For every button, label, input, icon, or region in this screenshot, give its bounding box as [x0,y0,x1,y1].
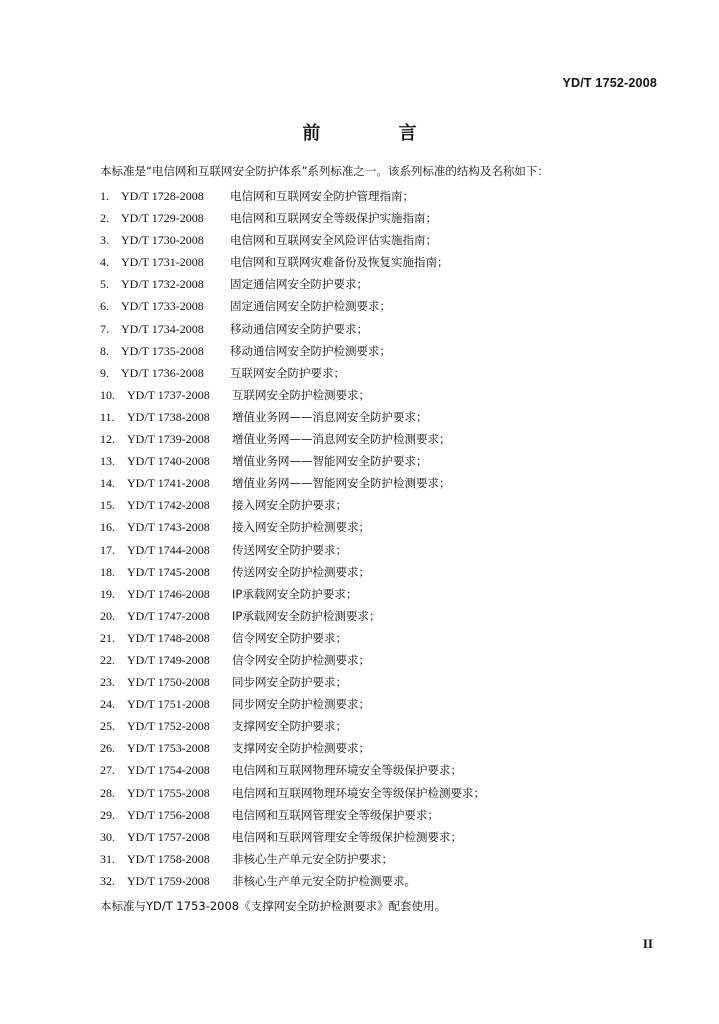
item-code: YD/T 1736-2008 [121,365,204,380]
item-code: YD/T 1730-2008 [121,233,204,248]
list-item [100,693,485,715]
item-title: 支撑网安全防护检测要求； [232,741,370,756]
list-item [100,295,485,317]
item-title: 移动通信网安全防护要求； [230,321,368,336]
item-code: YD/T 1750-2008 [127,675,210,690]
list-item [100,539,485,561]
list-item [100,804,485,826]
list-item [100,340,485,362]
item-code: YD/T 1735-2008 [121,343,204,358]
item-code: YD/T 1751-2008 [127,697,210,712]
item-number: 29. [100,807,115,822]
item-code: YD/T 1743-2008 [127,520,210,535]
list-item [100,848,485,870]
item-code: YD/T 1747-2008 [127,608,210,623]
item-number: 14. [100,476,115,491]
list-item [100,715,485,737]
item-code: YD/T 1749-2008 [127,652,210,667]
list-item [100,362,485,384]
item-title: 传送网安全防护要求； [232,542,347,557]
list-item [100,472,485,494]
item-number: 24. [100,697,115,712]
list-item [100,406,485,428]
item-title: 非核心生产单元安全防护检测要求。 [232,873,416,888]
item-number: 26. [100,741,115,756]
item-number: 15. [100,498,115,513]
item-code: YD/T 1752-2008 [127,719,210,734]
page-title: 前 言 [302,123,453,144]
item-title: IP承载网安全防护要求； [232,586,358,601]
item-title: 增值业务网——消息网安全防护检测要求； [232,432,451,447]
item-code: YD/T 1744-2008 [127,542,210,557]
item-number: 27. [100,763,115,778]
closing-paragraph: 本标准与YD/T 1753-2008《支撑网安全防护检测要求》配套使用。 [100,899,447,913]
item-code: YD/T 1746-2008 [127,586,210,601]
item-number: 30. [100,829,115,844]
item-code: YD/T 1741-2008 [127,476,210,491]
item-title: 电信网和互联网管理安全等级保护要求； [232,807,439,822]
item-title: 电信网和互联网物理环境安全等级保护要求； [232,763,462,778]
list-item [100,450,485,472]
list-item [100,428,485,450]
list-item [100,826,485,848]
item-title: IP承载网安全防护检测要求； [232,608,381,623]
list-item [100,583,485,605]
item-number: 1. [100,189,109,203]
item-title: 电信网和互联网安全防护管理指南； [230,189,414,203]
item-title: 增值业务网——智能网安全防护检测要求； [232,476,451,491]
item-number: 12. [100,432,115,447]
item-number: 22. [100,652,115,667]
item-number: 25. [100,719,115,734]
item-code: YD/T 1759-2008 [127,873,210,888]
item-number: 16. [100,520,115,535]
item-number: 10. [100,387,115,402]
item-number: 7. [100,321,109,336]
item-title: 接入网安全防护要求； [232,498,347,513]
list-item [100,782,485,804]
item-code: YD/T 1758-2008 [127,851,210,866]
list-item [100,870,485,892]
item-number: 9. [100,365,109,380]
item-number: 17. [100,542,115,557]
item-title: 增值业务网——智能网安全防护要求； [232,454,428,469]
item-title: 同步网安全防护检测要求； [232,697,370,712]
item-number: 20. [100,608,115,623]
item-title: 信令网安全防护要求； [232,630,347,645]
item-code: YD/T 1728-2008 [121,189,204,203]
item-title: 移动通信网安全防护检测要求； [230,343,391,358]
list-item [100,251,485,273]
item-code: YD/T 1733-2008 [121,299,204,314]
item-title: 支撑网安全防护要求； [232,719,347,734]
item-code: YD/T 1756-2008 [127,807,210,822]
item-code: YD/T 1734-2008 [121,321,204,336]
list-item [100,384,485,406]
item-code: YD/T 1742-2008 [127,498,210,513]
item-code: YD/T 1731-2008 [121,255,204,270]
list-item [100,318,485,340]
list-item [100,273,485,295]
list-item [100,649,485,671]
item-number: 4. [100,255,109,270]
item-number: 23. [100,675,115,690]
item-title: 电信网和互联网管理安全等级保护检测要求； [232,829,462,844]
item-number: 5. [100,277,109,292]
item-title: 固定通信网安全防护检测要求； [230,299,391,314]
item-code: YD/T 1729-2008 [121,211,204,226]
item-title: 互联网安全防护检测要求； [232,387,370,402]
item-number: 2. [100,211,109,226]
item-code: YD/T 1732-2008 [121,277,204,292]
item-title: 信令网安全防护检测要求； [232,652,370,667]
list-item [100,605,485,627]
standards-list [100,185,485,892]
item-title: 同步网安全防护要求； [232,675,347,690]
item-title: 接入网安全防护检测要求； [232,520,370,535]
page-number: II [642,936,653,951]
list-item [100,627,485,649]
item-code: YD/T 1739-2008 [127,432,210,447]
item-number: 21. [100,630,115,645]
item-number: 32. [100,873,115,888]
item-number: 18. [100,564,115,579]
list-item [100,759,485,781]
item-title: 电信网和互联网灾难备份及恢复实施指南； [230,255,449,270]
list-item [100,737,485,759]
item-title: 增值业务网——消息网安全防护要求； [232,409,428,424]
item-code: YD/T 1737-2008 [127,387,210,402]
item-title: 电信网和互联网安全等级保护实施指南； [230,211,437,226]
list-item [100,494,485,516]
item-title: 电信网和互联网安全风险评估实施指南； [230,233,437,248]
item-number: 3. [100,233,109,248]
item-code: YD/T 1738-2008 [127,409,210,424]
item-number: 19. [100,586,115,601]
item-number: 8. [100,343,109,358]
item-title: 互联网安全防护要求； [230,365,345,380]
item-title: 固定通信网安全防护要求； [230,277,368,292]
item-code: YD/T 1754-2008 [127,763,210,778]
intro-paragraph: 本标准是“电信网和互联网安全防护体系”系列标准之一。该系列标准的结构及名称如下： [100,164,549,178]
item-title: 非核心生产单元安全防护要求； [232,851,393,866]
item-number: 6. [100,299,109,314]
standard-code-header: YD/T 1752-2008 [562,76,657,90]
list-item [100,561,485,583]
item-title: 传送网安全防护检测要求； [232,564,370,579]
list-item [100,229,485,251]
item-code: YD/T 1753-2008 [127,741,210,756]
list-item [100,207,485,229]
item-number: 28. [100,785,115,800]
item-code: YD/T 1757-2008 [127,829,210,844]
item-number: 13. [100,454,115,469]
item-code: YD/T 1748-2008 [127,630,210,645]
item-title: 电信网和互联网物理环境安全等级保护检测要求； [232,785,485,800]
item-number: 11. [100,409,115,424]
item-code: YD/T 1745-2008 [127,564,210,579]
list-item [100,671,485,693]
list-item [100,185,485,207]
item-code: YD/T 1740-2008 [127,454,210,469]
item-number: 31. [100,851,115,866]
item-code: YD/T 1755-2008 [127,785,210,800]
list-item [100,516,485,538]
